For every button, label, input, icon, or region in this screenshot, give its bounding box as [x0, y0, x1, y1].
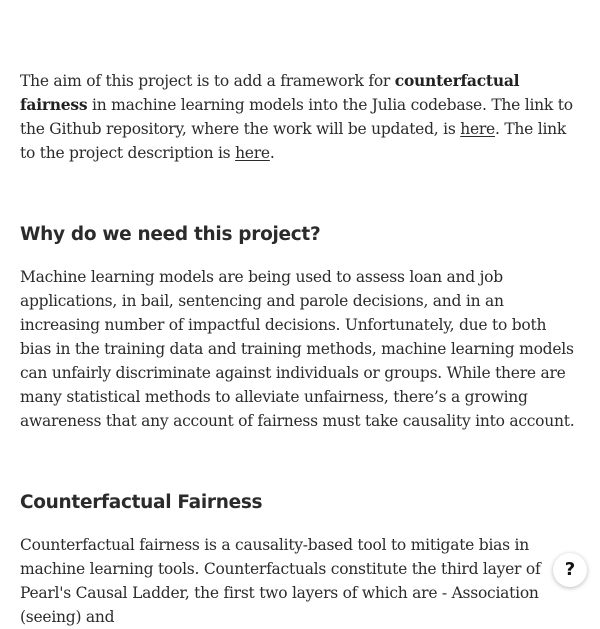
github-repository-link[interactable]: here	[460, 120, 495, 138]
intro-text-after-link1: . The link to the project description is	[20, 120, 567, 162]
counterfactual-paragraph: Counterfactual fairness is a causality-based tool to mitigate bias in machine learning tools. Counterfactuals constitute the third layer of Pearl's Causal Ladder, the first two layers of which are - Association (seeing) and	[20, 536, 541, 626]
intro-text-middle: in machine learning models into the Julia codebase. The link to the Github repository, where the work will be updated, is	[20, 96, 573, 138]
question-mark-icon: ?	[564, 559, 576, 580]
intro-text-before: The aim of this project is to add a framework for	[20, 72, 395, 90]
help-button[interactable]	[553, 553, 587, 587]
section-heading-why: Why do we need this project?	[20, 224, 321, 245]
section-heading-counterfactual-fairness: Counterfactual Fairness	[20, 492, 263, 513]
why-paragraph: Machine learning models are being used to assess loan and job applications, in bail, sentencing and parole decisions, and in an increasing number of impactful decisions. Unfortunately, due to both bias in the training data and training methods, machine learning models can unfairly discriminate against individuals or groups. While there are many statistical methods to alleviate unfairness, there’s a growing awareness that any account of fairness must take causality into account.	[20, 268, 575, 430]
intro-paragraph	[20, 69, 578, 165]
intro-bold-term: counterfactual fairness	[20, 71, 520, 114]
intro-text-end: .	[269, 144, 275, 162]
project-description-link[interactable]: here	[235, 144, 270, 162]
